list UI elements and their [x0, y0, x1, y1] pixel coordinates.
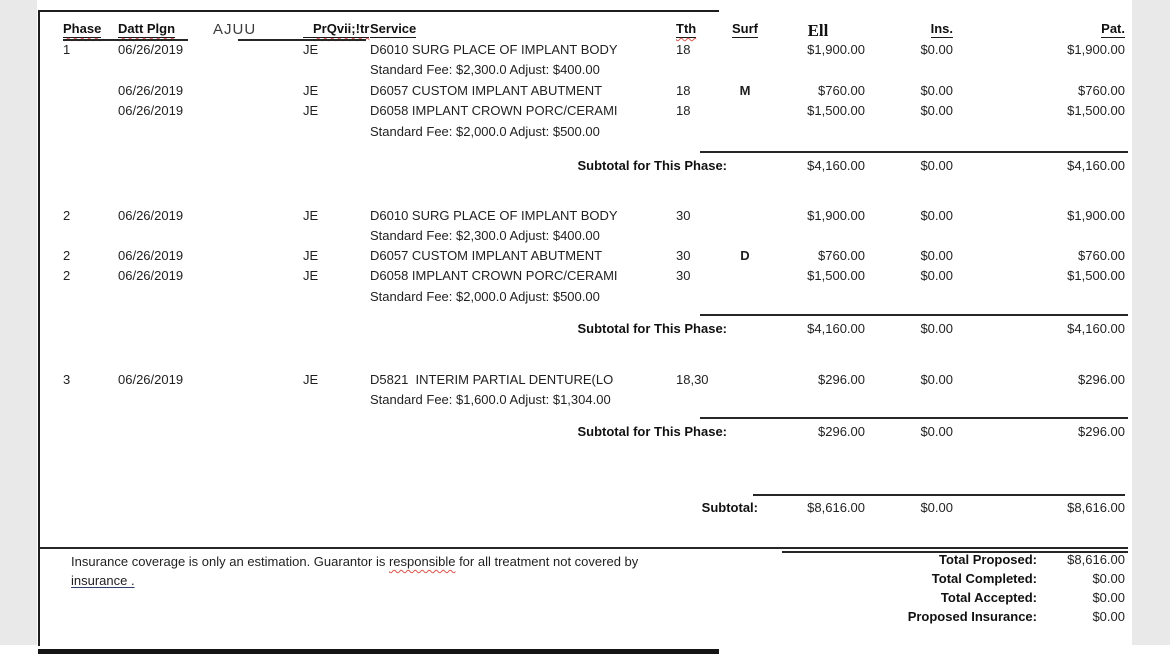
grand-subtotal-insurance: $0.00	[920, 500, 953, 515]
column-header-date-planned: Datt Plgn	[118, 21, 176, 36]
date-planned: 06/26/2019	[118, 208, 184, 223]
subtotal-rule	[700, 151, 1128, 153]
column-header-patient: Pat.	[1101, 21, 1125, 36]
tooth-number: 30	[676, 248, 691, 263]
phase-subtotal-fee: $4,160.00	[807, 321, 865, 336]
disclaimer-text: Insurance coverage is only an estimation. Guarantor is	[71, 554, 389, 569]
total-row	[38, 609, 1132, 627]
table-row	[38, 268, 1132, 286]
patient-amount: $1,900.00	[1067, 208, 1125, 223]
standard-fee-note: Standard Fee: $2,300.0 Adjust: $400.00	[370, 228, 600, 243]
total-completed-value: $0.00	[1092, 571, 1125, 586]
service-description: D6057 CUSTOM IMPLANT ABUTMENT	[370, 83, 603, 98]
standard-fee-note: Standard Fee: $2,000.0 Adjust: $500.00	[370, 289, 600, 304]
table-row	[38, 372, 1132, 390]
patient-amount: $760.00	[1078, 248, 1125, 263]
tooth-number: 30	[676, 268, 691, 283]
right-margin	[1132, 0, 1170, 645]
header-underline-left	[63, 39, 188, 41]
table-row-note	[38, 124, 1132, 142]
date-planned: 06/26/2019	[118, 83, 184, 98]
total-proposed-label: Total Proposed:	[939, 552, 1037, 567]
table-row	[38, 42, 1132, 60]
date-planned: 06/26/2019	[118, 42, 184, 57]
phase-number: 1	[63, 42, 71, 57]
subtotal-rule	[700, 417, 1128, 419]
patient-amount: $1,500.00	[1067, 268, 1125, 283]
standard-fee-note: Standard Fee: $1,600.0 Adjust: $1,304.00	[370, 392, 611, 407]
table-row	[38, 248, 1132, 266]
table-row-note	[38, 289, 1132, 307]
table-row-note	[38, 62, 1132, 80]
total-row	[38, 552, 1132, 570]
total-row	[38, 571, 1132, 589]
column-header-tooth: Tth	[676, 21, 697, 36]
provider: JE	[303, 83, 319, 98]
phase-subtotal-row	[38, 424, 1132, 442]
column-header-surface: Surf	[732, 21, 758, 36]
patient-amount: $296.00	[1078, 372, 1125, 387]
phase-subtotal-fee: $4,160.00	[807, 158, 865, 173]
insurance-amount: $0.00	[920, 248, 953, 263]
total-proposed-value: $8,616.00	[1067, 552, 1125, 567]
insurance-amount: $0.00	[920, 208, 953, 223]
phase-subtotal-insurance: $0.00	[920, 321, 953, 336]
patient-amount: $760.00	[1078, 83, 1125, 98]
fee-amount: $760.00	[818, 83, 865, 98]
table-header-row	[38, 21, 1132, 39]
phase-number: 2	[63, 268, 71, 283]
provider: JE	[303, 248, 319, 263]
phase-subtotal-patient: $296.00	[1078, 424, 1125, 439]
tooth-number: 18	[676, 42, 691, 57]
provider: JE	[303, 268, 319, 283]
date-planned: 06/26/2019	[118, 372, 184, 387]
table-row-note	[38, 392, 1132, 410]
footer-separator-line	[40, 547, 1128, 549]
phase-subtotal-row	[38, 158, 1132, 176]
patient-amount: $1,500.00	[1067, 103, 1125, 118]
provider: JE	[303, 42, 319, 57]
insurance-amount: $0.00	[920, 103, 953, 118]
phase-subtotal-insurance: $0.00	[920, 424, 953, 439]
column-header-insurance: Ins.	[930, 21, 953, 36]
total-row	[38, 590, 1132, 608]
disclaimer-misspelled-word: responsible	[388, 554, 456, 569]
left-margin	[0, 0, 37, 645]
phase-subtotal-fee: $296.00	[818, 424, 865, 439]
standard-fee-note: Standard Fee: $2,300.0 Adjust: $400.00	[370, 62, 600, 77]
phase-subtotal-label: Subtotal for This Phase:	[577, 321, 727, 336]
surface: D	[740, 248, 750, 263]
report-page	[38, 0, 1132, 658]
tooth-number: 18,30	[676, 372, 709, 387]
total-accepted-label: Total Accepted:	[940, 590, 1037, 605]
disclaimer-text: for all treatment not covered by	[455, 554, 639, 569]
phase-subtotal-patient: $4,160.00	[1067, 321, 1125, 336]
table-row	[38, 208, 1132, 226]
grand-subtotal-rule	[753, 494, 1125, 496]
column-header-ajuu: AJUU	[213, 21, 257, 38]
disclaimer-underlined-word: insurance .	[71, 573, 135, 588]
provider: JE	[303, 103, 319, 118]
total-accepted-value: $0.00	[1092, 590, 1125, 605]
grand-subtotal-fee: $8,616.00	[807, 500, 865, 515]
tooth-number: 18	[676, 83, 691, 98]
table-row	[38, 103, 1132, 121]
patient-amount: $1,900.00	[1067, 42, 1125, 57]
column-header-phase: Phase	[63, 21, 102, 36]
table-row	[38, 83, 1132, 101]
insurance-amount: $0.00	[920, 372, 953, 387]
insurance-amount: $0.00	[920, 42, 953, 57]
proposed-insurance-label: Proposed Insurance:	[907, 609, 1037, 624]
phase-number: 2	[63, 248, 71, 263]
surface: M	[739, 83, 751, 98]
service-description: D6058 IMPLANT CROWN PORC/CERAMI	[370, 103, 618, 118]
subtotal-rule	[700, 314, 1128, 316]
proposed-insurance-value: $0.00	[1092, 609, 1125, 624]
insurance-amount: $0.00	[920, 268, 953, 283]
fee-amount: $760.00	[818, 248, 865, 263]
total-completed-label: Total Completed:	[931, 571, 1037, 586]
phase-subtotal-row	[38, 321, 1132, 339]
fee-amount: $1,900.00	[807, 208, 865, 223]
service-description: D6010 SURG PLACE OF IMPLANT BODY	[370, 42, 618, 57]
column-header-service: Service	[370, 21, 417, 36]
phase-subtotal-patient: $4,160.00	[1067, 158, 1125, 173]
date-planned: 06/26/2019	[118, 268, 184, 283]
header-underline-provider	[238, 39, 366, 41]
insurance-amount: $0.00	[920, 83, 953, 98]
provider: JE	[303, 372, 319, 387]
column-header-fee: Ell	[807, 21, 829, 40]
service-description: D5821 INTERIM PARTIAL DENTURE(LO	[370, 372, 614, 387]
phase-number: 2	[63, 208, 71, 223]
column-header-provider: PrQvii;!tr	[293, 21, 373, 38]
fee-amount: $1,900.00	[807, 42, 865, 57]
standard-fee-note: Standard Fee: $2,000.0 Adjust: $500.00	[370, 124, 600, 139]
phase-subtotal-label: Subtotal for This Phase:	[577, 424, 727, 439]
provider: JE	[303, 208, 319, 223]
fee-amount: $1,500.00	[807, 103, 865, 118]
tooth-number: 30	[676, 208, 691, 223]
service-description: D6010 SURG PLACE OF IMPLANT BODY	[370, 208, 618, 223]
fee-amount: $296.00	[818, 372, 865, 387]
grand-subtotal-patient: $8,616.00	[1067, 500, 1125, 515]
phase-number: 3	[63, 372, 71, 387]
phase-subtotal-label: Subtotal for This Phase:	[577, 158, 727, 173]
grand-subtotal-row	[38, 500, 1132, 518]
service-description: D6058 IMPLANT CROWN PORC/CERAMI	[370, 268, 618, 283]
table-row-note	[38, 228, 1132, 246]
grand-subtotal-label: Subtotal:	[701, 500, 758, 515]
tooth-number: 18	[676, 103, 691, 118]
phase-subtotal-insurance: $0.00	[920, 158, 953, 173]
fee-amount: $1,500.00	[807, 268, 865, 283]
date-planned: 06/26/2019	[118, 103, 184, 118]
date-planned: 06/26/2019	[118, 248, 184, 263]
service-description: D6057 CUSTOM IMPLANT ABUTMENT	[370, 248, 603, 263]
